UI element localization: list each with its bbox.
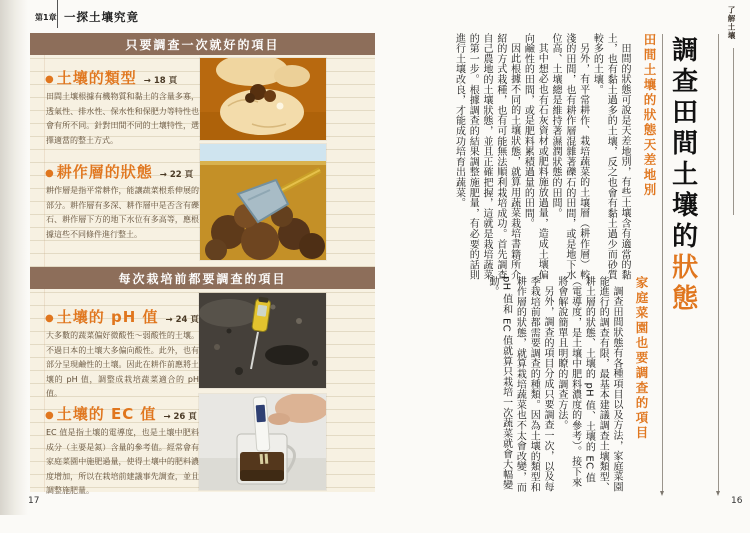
section-field-soil-varies bbox=[452, 33, 658, 281]
item-soil-type bbox=[45, 67, 177, 88]
section-header: 家庭菜園也要調查的項目 bbox=[634, 276, 649, 441]
page-ref: → 22 頁 bbox=[159, 170, 194, 180]
page-number-left: 17 bbox=[28, 496, 40, 506]
plow-layer-illustration bbox=[200, 144, 326, 260]
item-soil-ec-description: EC 值是指土壤的電導度，也是土壤中肥料成分（主要是氮）含量的參考值。經常會有家庭菜園中施肥過量，使得土壤中的肥料濃度增加，所以在栽培前建議事先調查，並且調整施肥量。 bbox=[46, 428, 199, 496]
item-plow-layer bbox=[45, 161, 193, 182]
paragraph: 因此根據不同的土壤狀態，就算用蔬菜栽培書籍所介紹的方式栽種，也有可能無法順利栽培成功。首先調查自己農地的土壤狀態，並且正確把握，這就是栽培蔬菜的第一步。根據調查的結果調整施肥量，有必要的話則進行土壤改良，才能成功培育出蔬菜。 bbox=[453, 33, 520, 281]
paragraph: 其中想必也有石灰資材或肥料施放過量，造成土壤偏向鹼性的田間，或是肥料累積過量的田間。 bbox=[522, 33, 548, 280]
page-title-orange: 狀態 bbox=[667, 253, 698, 315]
paragraph: 調查田間狀態有各種項目以及方法，家庭菜園能進行的調查有限，最基本建議調查土壤類型、耕土層的狀態、土壤的 pH 值、土壤的 EC 值（電導度，是土壤中肥料濃度的參考）。接下來將會解說簡單且明瞭的調查方法。 bbox=[555, 276, 622, 493]
page-ref: → 24 頁 bbox=[165, 315, 199, 325]
page-ref: → 26 頁 bbox=[163, 412, 197, 422]
section-home-garden-items bbox=[485, 276, 650, 496]
paragraph: 田間的狀態可說是天差地別，有些土壤含有適當的黏土，也有黏土過多的土壤，反之也會有黏土過少而砂質較多的土壤。 bbox=[591, 33, 630, 281]
corner-tab-rule bbox=[733, 48, 734, 215]
chapter-title: 一探土壤究竟 bbox=[64, 10, 139, 24]
bullet-icon: ● bbox=[45, 313, 54, 324]
item-soil-type-description: 田間土壤根據有機物質和黏土的含量多寡，透氣性、排水性、保水性和保肥力等特性也會有所不同。針對田間不同的土壤特性，選擇適當的整土方式。 bbox=[46, 92, 199, 145]
item-title: 土壤的 EC 值 bbox=[56, 405, 157, 423]
section-header: 田間土壤的狀態天差地別 bbox=[642, 33, 657, 198]
section-header-before-each-crop: 每次栽培前都要調查的項目 bbox=[30, 267, 375, 289]
page-ref: → 18 頁 bbox=[143, 76, 178, 86]
item-plow-layer-description: 耕作層是指平常耕作，能讓蔬菜根系伸展的部分。耕作層有多深、耕作層中是否含有礫石、耕作層下方的地下水位有多高等，應根據這些不同條件進行整土。 bbox=[46, 186, 199, 239]
bullet-icon: ● bbox=[45, 168, 54, 179]
page-title bbox=[668, 36, 697, 315]
chapter-label: 第1章 bbox=[35, 13, 57, 22]
paragraph: 另外，有平常耕作、栽培蔬菜的土壤層（耕作層）較淺的田間，也有耕作層混雜著礫石的田間，或是地下水位高、土壤總是維持著濕潤狀態的田間。 bbox=[550, 33, 589, 281]
page-title-black: 調查田間土壤的 bbox=[667, 36, 698, 253]
item-soil-ec bbox=[45, 403, 197, 424]
item-soil-ph bbox=[45, 306, 199, 327]
paragraph: 另外，調查的項目分成只要調查一次，以及每季栽培前都需要調查的種類。因為土壤的類型和耕作層的狀態，就算栽培蔬菜也不太會改變，而 pH 值和 EC 值就算只栽培一次蔬菜就會大幅變動。 bbox=[486, 276, 554, 493]
chapter-divider-line bbox=[57, 0, 58, 28]
page-number-right: 16 bbox=[731, 496, 743, 506]
bullet-icon: ● bbox=[45, 74, 54, 85]
title-rule-right bbox=[718, 34, 719, 492]
ec-meter-photo bbox=[199, 394, 326, 490]
item-soil-ph-description: 大多數的蔬菜偏好微酸性～弱酸性的土壤。不過日本的土壤大多偏向酸性。此外，也有部分呈現鹼性的土壤。因此在耕作前應將土壤的 pH 值，調整成栽培蔬菜適合的 pH 值。 bbox=[46, 331, 199, 399]
title-rule-left bbox=[662, 34, 663, 492]
section-header-investigate-once: 只要調查一次就好的項目 bbox=[30, 33, 375, 55]
soil-type-illustration bbox=[200, 58, 326, 140]
item-title: 土壤的類型 bbox=[56, 69, 137, 87]
item-title: 耕作層的狀態 bbox=[56, 163, 153, 181]
corner-tab: 了解土壤 bbox=[727, 6, 736, 40]
item-title: 土壤的 pH 值 bbox=[56, 308, 159, 326]
ph-meter-photo bbox=[199, 293, 326, 388]
bullet-icon: ● bbox=[45, 410, 54, 421]
